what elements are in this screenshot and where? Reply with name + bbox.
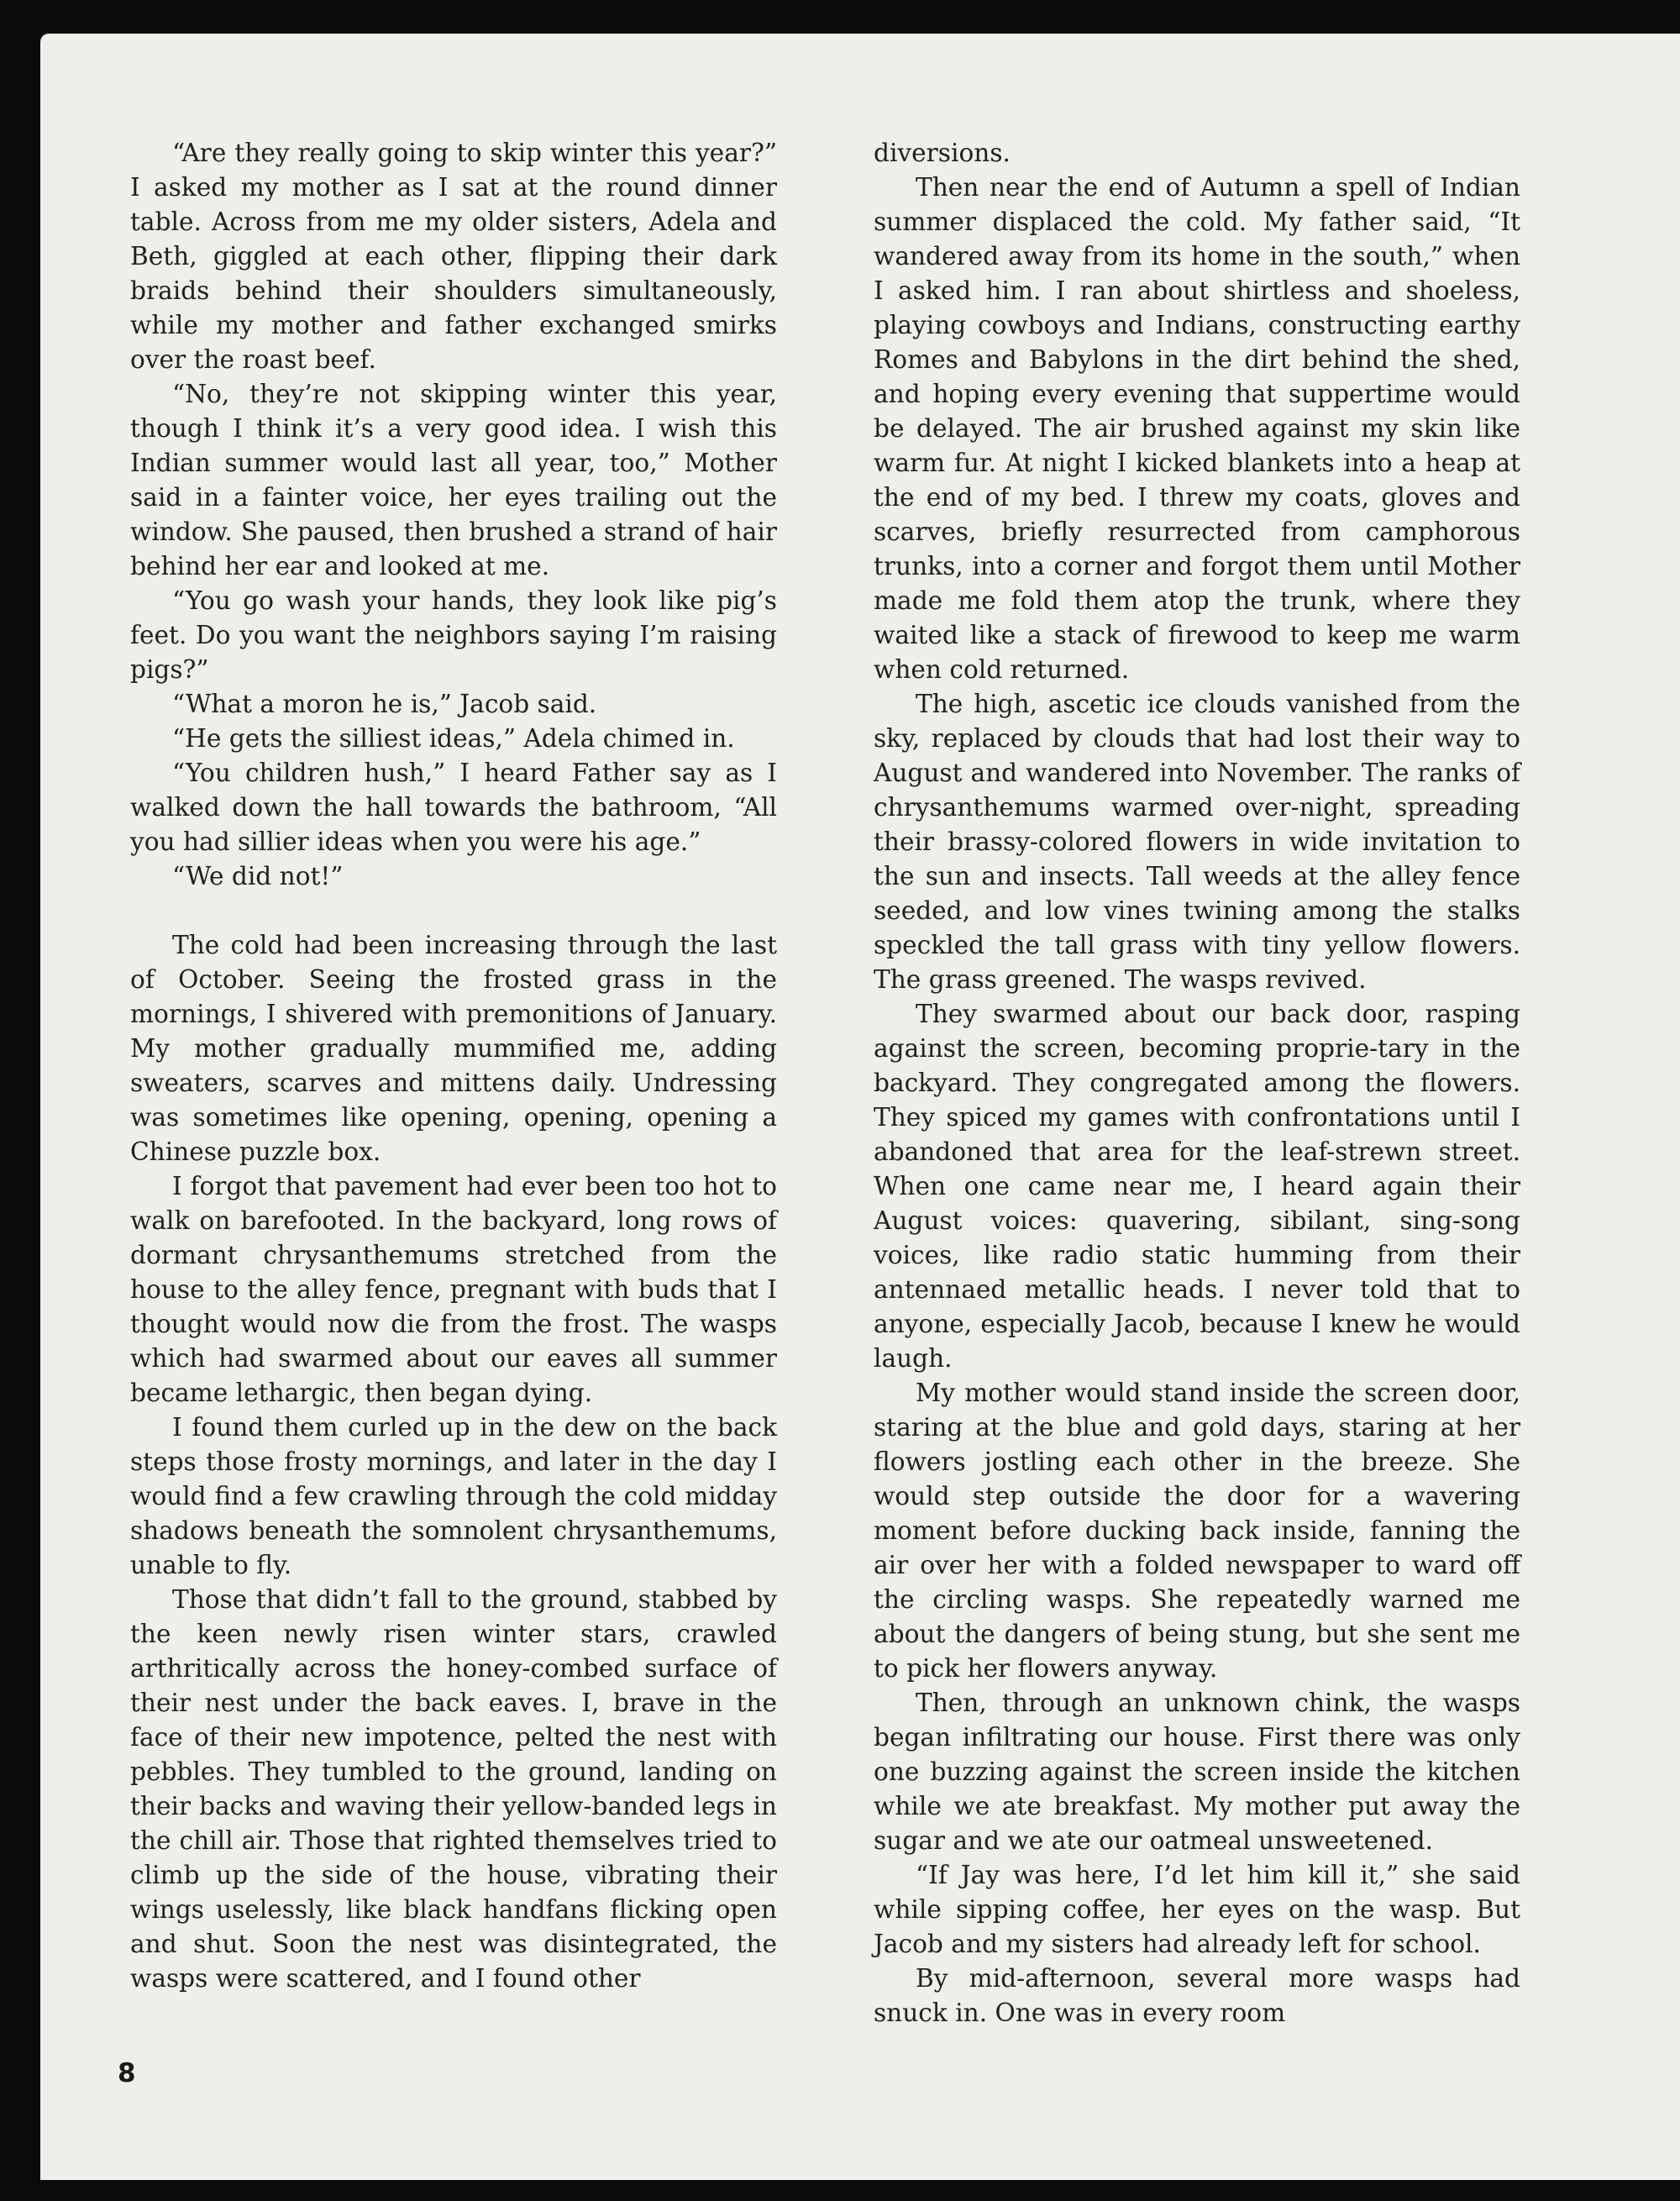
paragraph: Those that didn’t fall to the ground, stabbed by the keen newly risen winter stars, crawled arthritically across the honey-combed surface of their nest under the back eaves. I, brave in the face of their new impotence, pelted the nest with pebbles. They tumbled to the ground, landing on their backs and waving their yellow-banded legs in the chill air. Those that righted themselves tried to climb up the side of the house, vibrating their wings uselessly, like black handfans flicking open and shut. Soon the nest was disintegrated, the wasps were scattered, and I found other [130,1585,777,1993]
paragraph: “No, they’re not skipping winter this year, though I think it’s a very good idea. I wish this Indian summer would last all year, too,” Mother said in a fainter voice, her eyes trailing out the window. She paused, then brushed a strand of hair behind her ear and looked at me. [130,380,777,580]
paragraph: “We did not!” [172,862,344,890]
paragraph-section-start: The cold had been increasing through the last of October. Seeing the frosted grass in the mornings, I shivered with premonitions of January. My mother gradually mummified me, adding sweaters, scarves and mittens daily. Undressing was sometimes like opening, opening, opening a Chinese puzzle box. [130,931,777,1166]
paragraph: “Are they really going to skip winter this year?” I asked my mother as I sat at the round dinner table. Across from me my older sisters, Adela and Beth, giggled at each other, flipping their dark braids behind their shoulders simultaneously, while my mother and father exchanged smirks over the roast beef. [130,139,777,374]
paragraph: They swarmed about our back door, rasping against the screen, becoming proprie-tary in the backyard. They congregated among the flowers. They spiced my games with confrontations until I abandoned that area for the leaf-strewn street. When one came near me, I heard again their August voices: quavering, sibilant, sing-song voices, like radio static humming from their antennaed metallic heads. I never told that to anyone, especially Jacob, because I knew he would laugh. [874,1000,1520,1373]
paragraph: By mid-afternoon, several more wasps had snuck in. One was in every room [874,1964,1520,2027]
magazine-page [40,34,1680,2180]
paragraph: My mother would stand inside the screen door, staring at the blue and gold days, staring at her flowers jostling each other in the breeze. She would step outside the door for a wavering moment before ducking back inside, fanning the air over her with a folded newspaper to ward off the circling wasps. She repeatedly warned me about the dangers of being stung, but she sent me to pick her flowers anyway. [874,1379,1520,1683]
paragraph-continued: diversions. [874,139,1011,167]
right-text-column [874,136,1520,2030]
left-text-column [130,136,777,1996]
paragraph: “He gets the silliest ideas,” Adela chimed in. [172,724,735,753]
paragraph: The high, ascetic ice clouds vanished from the sky, replaced by clouds that had lost their way to August and wandered into November. The ranks of chrysanthemums warmed over-night, spreading their brassy-colored flowers in wide invitation to the sun and insects. Tall weeds at the alley fence seeded, and low vines twining among the stalks speckled the tall grass with tiny yellow flowers. The grass greened. The wasps revived. [874,690,1520,994]
paragraph: I found them curled up in the dew on the back steps those frosty mornings, and later in the day I would find a few crawling through the cold midday shadows beneath the somnolent chrysanthemums, unable to fly. [130,1413,777,1579]
paragraph: Then, through an unknown chink, the wasps began infiltrating our house. First there was only one buzzing against the screen inside the kitchen while we ate breakfast. My mother put away the sugar and we ate our oatmeal unsweetened. [874,1689,1520,1855]
paragraph: “You children hush,” I heard Father say as I walked down the hall towards the bathroom, “All you had sillier ideas when you were his age.” [130,759,777,856]
paragraph: I forgot that pavement had ever been too hot to walk on barefooted. In the backyard, long rows of dormant chrysanthemums stretched from the house to the alley fence, pregnant with buds that I thought would now die from the frost. The wasps which had swarmed about our eaves all summer became lethargic, then began dying. [130,1172,777,1407]
paragraph: Then near the end of Autumn a spell of Indian summer displaced the cold. My father said, “It wandered away from its home in the south,” when I asked him. I ran about shirtless and shoeless, playing cowboys and Indians, constructing earthy Romes and Babylons in the dirt behind the shed, and hoping every evening that suppertime would be delayed. The air brushed against my skin like warm fur. At night I kicked blankets into a heap at the end of my bed. I threw my coats, gloves and scarves, briefly resurrected from camphorous trunks, into a corner and forgot them until Mother made me fold them atop the trunk, where they waited like a stack of firewood to keep me warm when cold returned. [874,173,1520,684]
paragraph: “What a moron he is,” Jacob said. [172,690,597,718]
page-number: 8 [118,2058,136,2088]
paragraph: “If Jay was here, I’d let him kill it,” she said while sipping coffee, her eyes on the wasp. But Jacob and my sisters had already left for school. [874,1861,1520,1958]
paragraph: “You go wash your hands, they look like pig’s feet. Do you want the neighbors saying I’m raising pigs?” [130,586,777,684]
